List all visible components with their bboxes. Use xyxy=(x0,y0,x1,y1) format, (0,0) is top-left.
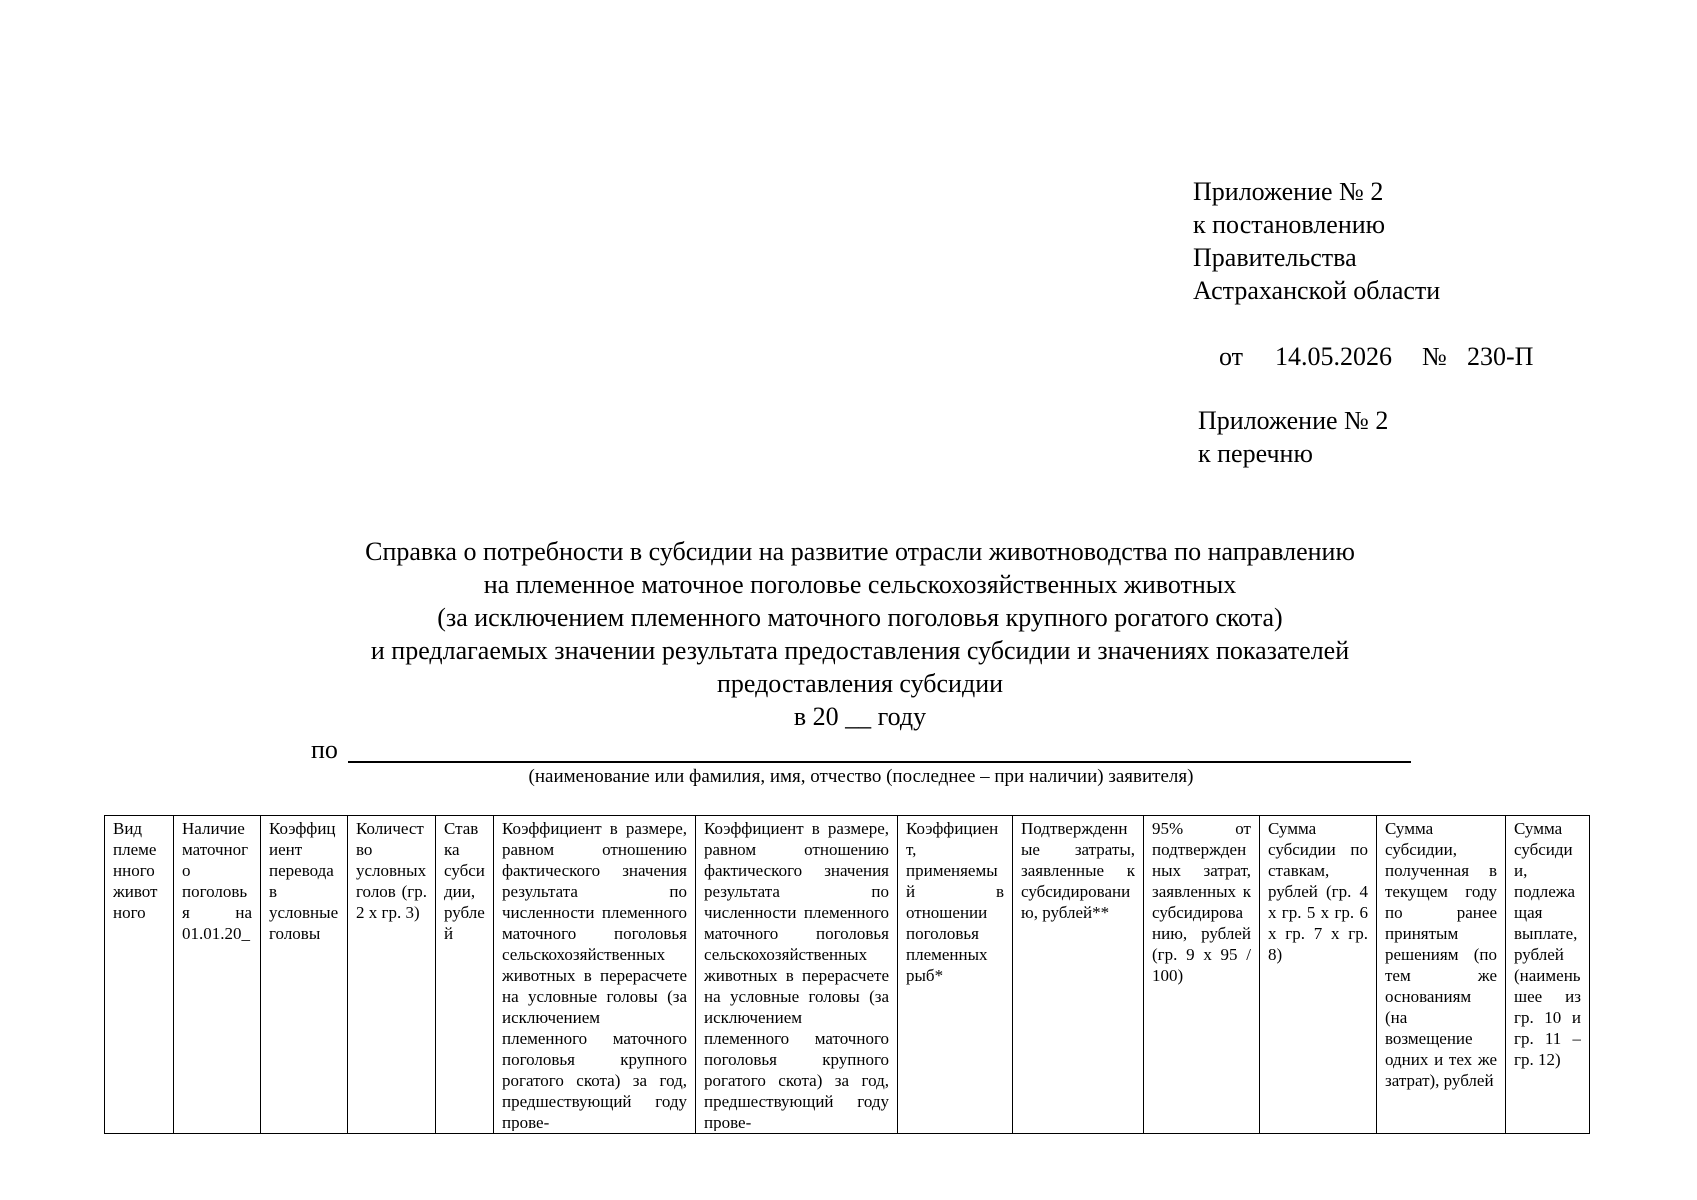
column-header xyxy=(1144,816,1260,1134)
column-header-text: 95% от подтвержденных затрат, заявленных к субсидированию, рублей (гр. 9 х 95 / 100) xyxy=(1152,819,1251,985)
column-header xyxy=(436,816,494,1134)
appendix-line: Приложение № 2 xyxy=(1193,177,1384,206)
column-header xyxy=(1377,816,1506,1134)
appendix-line: к перечню xyxy=(1198,439,1313,468)
column-header xyxy=(494,816,696,1134)
title-line: Справка о потребности в субсидии на развитие отрасли животноводства по направлению xyxy=(365,537,1355,566)
appendix-line: к постановлению xyxy=(1193,210,1386,239)
title-line: предоставления субсидии xyxy=(716,669,1004,698)
column-header xyxy=(1506,816,1590,1134)
resolution-date-line xyxy=(1193,307,1533,406)
column-header-text: Коэффициент в размере, равном отношению фактического значения результата по численности племенного маточного поголовья сельскохозяйственных животных в перерасчете на условные головы (за исключением племенного маточного поголовья крупного рогатого скота) за год, предшествующий году прове- xyxy=(502,819,687,1131)
column-header-text: Сумма субсидии, полученная в текущем году по ранее принятым решениям (по тем же основаниям (на возмещение одних и тех же затрат), рублей xyxy=(1385,819,1497,1090)
column-header xyxy=(1260,816,1377,1134)
appendix-line: Приложение № 2 xyxy=(1198,406,1389,435)
column-header-text: Количество условных голов (гр. 2 х гр. 3) xyxy=(356,819,427,922)
column-header xyxy=(898,816,1013,1134)
applicant-fill-line xyxy=(348,761,1411,763)
title-line: (за исключением племенного маточного поголовья крупного рогатого скота) xyxy=(437,603,1283,632)
column-header-text: Коэффициент, применяемый в отношении поголовья племенных рыб* xyxy=(906,819,1004,985)
appendix-line: Правительства xyxy=(1193,243,1357,272)
column-header xyxy=(174,816,261,1134)
applicant-prefix: по xyxy=(311,735,338,764)
title-line: и предлагаемых значении результата предоставления субсидии и значениях показателей xyxy=(370,636,1350,665)
column-header-text: Сумма субсидии по ставкам, рублей (гр. 4 х гр. 5 х гр. 6 х гр. 7 х гр. 8) xyxy=(1268,819,1368,964)
column-header-text: Наличие маточного поголовья на 01.01.20_ xyxy=(182,819,252,943)
resolution-number: 230-П xyxy=(1467,342,1534,371)
number-sign: № xyxy=(1422,342,1447,371)
column-header-text: Коэффициент в размере, равном отношению фактического значения результата по численности племенного маточного поголовья сельскохозяйственных животных в перерасчете на условные головы (за исключением племенного маточного поголовья крупного рогатого скота) за год, предшествующий году прове- xyxy=(704,819,889,1131)
from-word: от xyxy=(1219,342,1244,371)
title-line: в 20 __ году xyxy=(793,702,927,731)
table-header-row xyxy=(105,816,1590,1134)
appendix-header xyxy=(1193,175,1533,406)
resolution-date: 14.05.2026 xyxy=(1275,342,1392,371)
appendix-line: Астраханской области xyxy=(1193,276,1441,305)
column-header xyxy=(348,816,436,1134)
column-header xyxy=(1013,816,1144,1134)
appendix-list-header xyxy=(1198,404,1388,470)
applicant-caption: (наименование или фамилия, имя, отчество (последнее – при наличии) заявителя) xyxy=(528,766,1194,787)
applicant-row xyxy=(311,733,1411,766)
column-header-text: Подтвержденные затраты, заявленные к субсидированию, рублей** xyxy=(1021,819,1135,922)
title-line: на племенное маточное поголовье сельскохозяйственных животных xyxy=(483,570,1237,599)
column-header xyxy=(696,816,898,1134)
column-header-text: Вид племенного животного xyxy=(113,819,158,922)
column-header xyxy=(105,816,174,1134)
document-title xyxy=(300,535,1420,733)
subsidy-table xyxy=(104,815,1590,1134)
column-header-text: Ставка субсидии, рублей xyxy=(444,819,485,943)
column-header xyxy=(261,816,348,1134)
column-header-text: Коэффициент перевода в условные головы xyxy=(269,819,339,943)
column-header-text: Сумма субсидии, подлежащая выплате, рублей (наименьшее из гр. 10 и гр. 11 – гр. 12) xyxy=(1514,819,1581,1069)
